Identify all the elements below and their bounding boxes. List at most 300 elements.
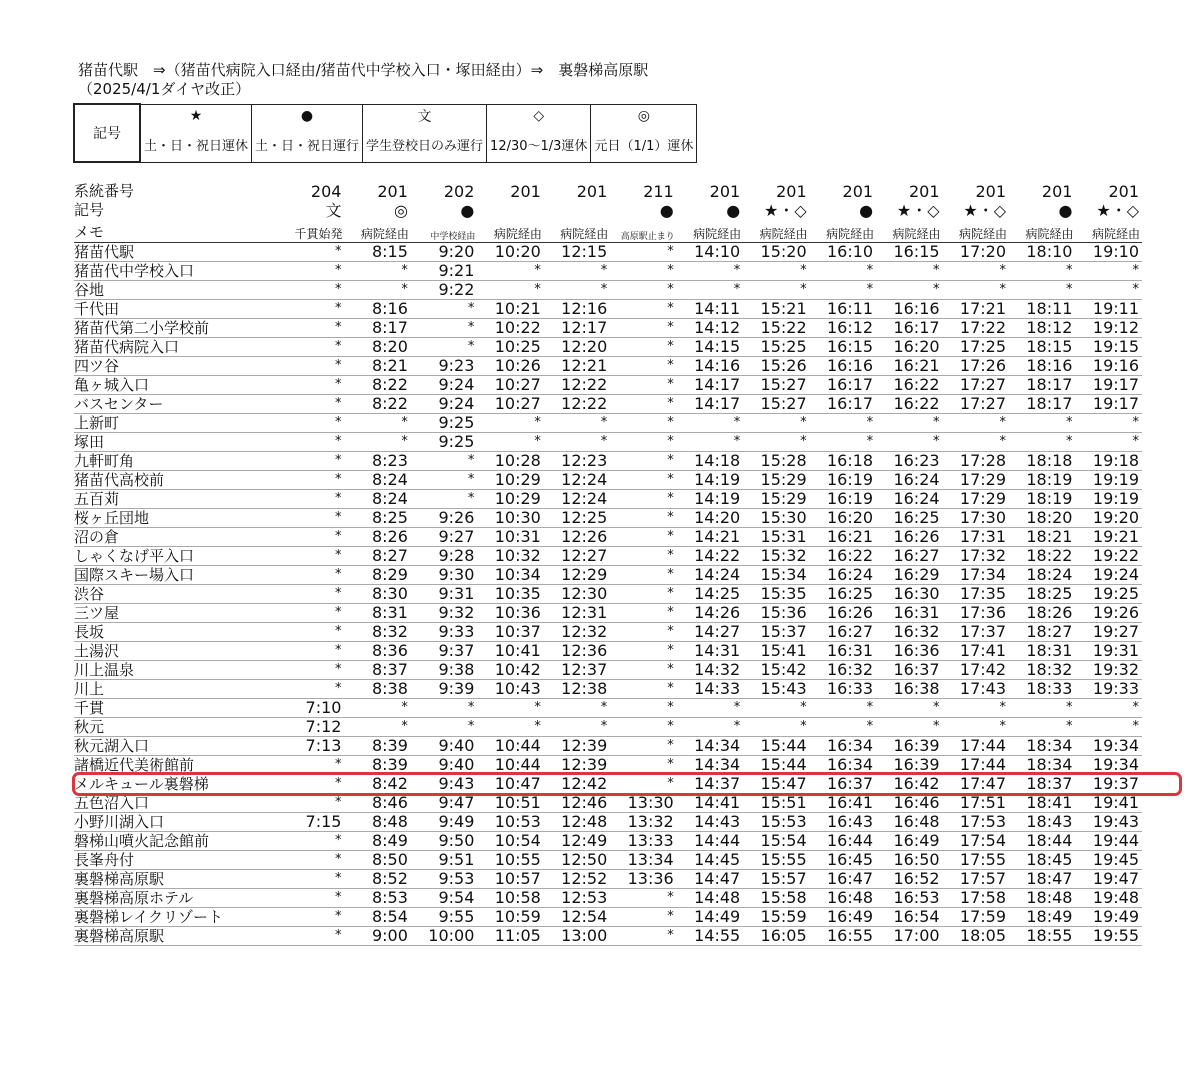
departure-time: 16:16 [876, 300, 942, 319]
departure-time: 10:51 [477, 794, 543, 813]
departure-time: 19:32 [1075, 661, 1142, 680]
departure-time: * [278, 775, 344, 794]
departure-time: 19:43 [1075, 813, 1142, 832]
departure-time: 16:15 [810, 338, 876, 357]
departure-time: * [943, 699, 1009, 718]
departure-time: 17:27 [943, 395, 1009, 414]
departure-time: * [278, 262, 344, 281]
departure-time: 18:25 [1009, 585, 1075, 604]
departure-time: * [411, 490, 477, 509]
departure-time: 16:10 [810, 243, 876, 262]
departure-time: 8:25 [344, 509, 410, 528]
departure-time: 8:22 [344, 376, 410, 395]
departure-time: 19:25 [1075, 585, 1142, 604]
departure-time: 19:16 [1075, 357, 1142, 376]
departure-time: 8:22 [344, 395, 410, 414]
departure-time: * [278, 908, 344, 927]
departure-time: 7:10 [278, 699, 344, 718]
stop-name: 土湯沢 [74, 642, 278, 661]
stop-name: 渋谷 [74, 585, 278, 604]
stop-row [74, 604, 1142, 623]
departure-time: 14:17 [677, 376, 743, 395]
departure-time: 8:54 [344, 908, 410, 927]
memo-row-cell: 病院経由 [1009, 220, 1075, 243]
departure-time: * [278, 680, 344, 699]
departure-time: 17:58 [943, 889, 1009, 908]
departure-time: 19:34 [1075, 737, 1142, 756]
departure-time: * [610, 718, 676, 737]
departure-time: 17:41 [943, 642, 1009, 661]
departure-time: 16:34 [810, 756, 876, 775]
stop-name: 五色沼入口 [74, 794, 278, 813]
departure-time: * [544, 262, 610, 281]
departure-time: * [1009, 699, 1075, 718]
departure-time: 16:21 [876, 357, 942, 376]
departure-time: * [411, 718, 477, 737]
departure-time: 8:50 [344, 851, 410, 870]
route-number-row-cell: 201 [510, 182, 541, 201]
departure-time: * [278, 357, 344, 376]
stop-name: 五百苅 [74, 490, 278, 509]
departure-time: * [610, 737, 676, 756]
memo-row-cell: 病院経由 [544, 220, 610, 243]
departure-time: * [743, 699, 809, 718]
departure-time: 12:54 [544, 908, 610, 927]
departure-time: 8:29 [344, 566, 410, 585]
departure-time: 19:17 [1075, 395, 1142, 414]
stop-name: 猪苗代駅 [74, 243, 278, 262]
departure-time: 19:55 [1075, 927, 1142, 946]
departure-time: 10:53 [477, 813, 543, 832]
departure-time: 9:23 [411, 357, 477, 376]
departure-time: 14:11 [677, 300, 743, 319]
departure-time: 10:54 [477, 832, 543, 851]
departure-time: 16:37 [810, 775, 876, 794]
departure-time: 14:16 [677, 357, 743, 376]
departure-time: 14:33 [677, 680, 743, 699]
stop-row [74, 718, 1142, 737]
stop-row [74, 528, 1142, 547]
departure-time: 19:45 [1075, 851, 1142, 870]
departure-time: * [610, 414, 676, 433]
stop-row [74, 908, 1142, 927]
departure-time: 18:16 [1009, 357, 1075, 376]
departure-time: 15:51 [743, 794, 809, 813]
legend-description: 土・日・祝日運行 [252, 128, 363, 162]
departure-time: 9:47 [411, 794, 477, 813]
departure-time: 18:48 [1009, 889, 1075, 908]
stop-name: 四ツ谷 [74, 357, 278, 376]
departure-time: 14:18 [677, 452, 743, 471]
departure-time: 8:21 [344, 357, 410, 376]
departure-time: 17:43 [943, 680, 1009, 699]
departure-time: 16:41 [810, 794, 876, 813]
departure-time: 15:20 [743, 243, 809, 262]
legend-symbol: 文 [363, 104, 487, 128]
departure-time: 15:47 [743, 775, 809, 794]
departure-time: 16:22 [876, 376, 942, 395]
departure-time: 17:55 [943, 851, 1009, 870]
departure-time: 14:43 [677, 813, 743, 832]
departure-time: * [610, 927, 676, 946]
departure-time: 14:48 [677, 889, 743, 908]
mark-row-cell: ◎ [393, 201, 408, 220]
route-number-row-cell: 201 [1041, 182, 1073, 201]
departure-time: * [411, 452, 477, 471]
departure-time: 19:19 [1075, 490, 1142, 509]
departure-time: 9:39 [411, 680, 477, 699]
stop-row [74, 756, 1142, 775]
departure-time: 19:10 [1075, 243, 1142, 262]
departure-time: 10:27 [477, 376, 543, 395]
departure-time: 18:21 [1009, 528, 1075, 547]
departure-time: 11:05 [477, 927, 543, 946]
departure-time: * [344, 699, 410, 718]
memo-row-cell: 高原駅止まり [610, 220, 676, 243]
departure-time: 14:55 [677, 927, 743, 946]
departure-time: * [411, 300, 477, 319]
departure-time: 18:19 [1009, 471, 1075, 490]
departure-time: * [610, 623, 676, 642]
departure-time: * [610, 490, 676, 509]
memo-row-cell: 病院経由 [344, 220, 410, 243]
stop-row [74, 338, 1142, 357]
departure-time: 16:36 [876, 642, 942, 661]
stop-name: 塚田 [74, 433, 278, 452]
departure-time: 15:32 [743, 547, 809, 566]
departure-time: * [278, 490, 344, 509]
departure-time: * [278, 471, 344, 490]
departure-time: 15:36 [743, 604, 809, 623]
departure-time: 16:20 [810, 509, 876, 528]
departure-time: 14:10 [677, 243, 743, 262]
departure-time: 15:30 [743, 509, 809, 528]
departure-time: * [278, 604, 344, 623]
departure-time: 8:27 [344, 547, 410, 566]
departure-time: 19:12 [1075, 319, 1142, 338]
stop-name: メルキュール裏磐梯 [74, 775, 278, 794]
departure-time: 19:15 [1075, 338, 1142, 357]
departure-time: 9:30 [411, 566, 477, 585]
departure-time: 12:53 [544, 889, 610, 908]
legend-symbol: ● [252, 104, 363, 128]
stop-row [74, 585, 1142, 604]
departure-time: * [810, 414, 876, 433]
stop-row [74, 623, 1142, 642]
departure-time: 17:51 [943, 794, 1009, 813]
stop-name: 長坂 [74, 623, 278, 642]
departure-time: 18:45 [1009, 851, 1075, 870]
departure-time: 14:32 [677, 661, 743, 680]
departure-time: 7:12 [278, 718, 344, 737]
departure-time: 18:22 [1009, 547, 1075, 566]
memo-row-cell: 病院経由 [677, 220, 743, 243]
departure-time: * [278, 376, 344, 395]
departure-time: 16:48 [810, 889, 876, 908]
departure-time: 19:21 [1075, 528, 1142, 547]
departure-time: 16:19 [810, 490, 876, 509]
legend-description: 土・日・祝日運休 [140, 128, 252, 162]
departure-time: * [278, 756, 344, 775]
departure-time: 19:22 [1075, 547, 1142, 566]
departure-time: 8:39 [344, 737, 410, 756]
stop-row [74, 414, 1142, 433]
departure-time: 18:47 [1009, 870, 1075, 889]
departure-time: * [610, 642, 676, 661]
stop-row [74, 832, 1142, 851]
memo-row-cell: 病院経由 [876, 220, 942, 243]
departure-time: * [278, 414, 344, 433]
departure-time: 16:46 [876, 794, 942, 813]
departure-time: 18:17 [1009, 395, 1075, 414]
stop-row [74, 813, 1142, 832]
departure-time: 18:44 [1009, 832, 1075, 851]
departure-time: * [1009, 262, 1075, 281]
mark-row-cell: ● [726, 201, 741, 220]
mark-row-cell: ★・◇ [1096, 201, 1139, 220]
departure-time: 12:21 [544, 357, 610, 376]
departure-time: 8:46 [344, 794, 410, 813]
departure-time: * [1075, 281, 1142, 300]
mark-row-cell: ● [859, 201, 874, 220]
legend-symbol: ◇ [487, 104, 591, 128]
departure-time: * [544, 281, 610, 300]
departure-time: 8:26 [344, 528, 410, 547]
departure-time: 17:44 [943, 737, 1009, 756]
departure-time: 13:33 [610, 832, 676, 851]
memo-row-cell: 千貫始発 [278, 220, 344, 243]
stop-name: 沼の倉 [74, 528, 278, 547]
departure-time: 13:36 [610, 870, 676, 889]
departure-time: 13:30 [610, 794, 676, 813]
departure-time: * [743, 281, 809, 300]
departure-time: 16:26 [810, 604, 876, 623]
departure-time: 7:15 [278, 813, 344, 832]
departure-time: 18:17 [1009, 376, 1075, 395]
departure-time: 14:34 [677, 737, 743, 756]
stop-row [74, 490, 1142, 509]
departure-time: * [477, 262, 543, 281]
departure-time: * [544, 718, 610, 737]
departure-time: * [610, 775, 676, 794]
departure-time: 10:30 [477, 509, 543, 528]
legend-description: 12/30〜1/3運休 [487, 128, 591, 162]
departure-time: * [743, 262, 809, 281]
departure-time: 17:21 [943, 300, 1009, 319]
departure-time: 16:22 [810, 547, 876, 566]
departure-time: 15:26 [743, 357, 809, 376]
departure-time: 17:27 [943, 376, 1009, 395]
stop-name: 小野川湖入口 [74, 813, 278, 832]
departure-time: * [610, 509, 676, 528]
mark-row-cell: ★・◇ [896, 201, 940, 220]
departure-time: * [278, 889, 344, 908]
departure-time: 18:34 [1009, 737, 1075, 756]
departure-time: 8:30 [344, 585, 410, 604]
departure-time: 16:43 [810, 813, 876, 832]
mark-row [74, 201, 1142, 220]
departure-time: 18:41 [1009, 794, 1075, 813]
departure-time: 9:00 [344, 927, 410, 946]
departure-time: * [477, 414, 543, 433]
departure-time: * [610, 452, 676, 471]
departure-time: 15:27 [743, 395, 809, 414]
departure-time: 16:49 [876, 832, 942, 851]
departure-time: 16:25 [876, 509, 942, 528]
departure-time: * [278, 433, 344, 452]
departure-time: 17:22 [943, 319, 1009, 338]
departure-time: 9:53 [411, 870, 477, 889]
departure-time: 10:41 [477, 642, 543, 661]
departure-time: 12:24 [544, 490, 610, 509]
departure-time: 19:20 [1075, 509, 1142, 528]
memo-row-cell: 病院経由 [1075, 220, 1142, 243]
departure-time: 18:26 [1009, 604, 1075, 623]
departure-time: 16:24 [810, 566, 876, 585]
departure-time: 18:11 [1009, 300, 1075, 319]
departure-time: 14:34 [677, 756, 743, 775]
departure-time: 19:26 [1075, 604, 1142, 623]
departure-time: 15:25 [743, 338, 809, 357]
departure-time: * [1075, 414, 1142, 433]
departure-time: 18:10 [1009, 243, 1075, 262]
memo-row-cell: 中学校経由 [411, 220, 477, 243]
departure-time: 17:54 [943, 832, 1009, 851]
departure-time: 8:24 [344, 490, 410, 509]
mark-row-label: 記号 [74, 201, 105, 219]
departure-time: 15:41 [743, 642, 809, 661]
timetable [74, 182, 1142, 946]
stop-row [74, 870, 1142, 889]
departure-time: 10:43 [477, 680, 543, 699]
stop-name: 猪苗代病院入口 [74, 338, 278, 357]
departure-time: * [677, 718, 743, 737]
departure-time: 12:39 [544, 737, 610, 756]
departure-time: 12:50 [544, 851, 610, 870]
departure-time: 18:18 [1009, 452, 1075, 471]
departure-time: 16:45 [810, 851, 876, 870]
stop-name: 国際スキー場入口 [74, 566, 278, 585]
stop-row [74, 699, 1142, 718]
departure-time: 10:22 [477, 319, 543, 338]
departure-time: * [943, 281, 1009, 300]
departure-time: 8:15 [344, 243, 410, 262]
departure-time: * [278, 319, 344, 338]
departure-time: 18:15 [1009, 338, 1075, 357]
stop-row [74, 889, 1142, 908]
memo-row-cell: 病院経由 [477, 220, 543, 243]
route-number-row-cell: 201 [975, 182, 1006, 201]
stop-name: 秋元湖入口 [74, 737, 278, 756]
departure-time: 18:32 [1009, 661, 1075, 680]
departure-time: 14:15 [677, 338, 743, 357]
departure-time: * [477, 718, 543, 737]
departure-time: 12:46 [544, 794, 610, 813]
departure-time: * [876, 414, 942, 433]
departure-time: 16:29 [876, 566, 942, 585]
departure-time: 9:40 [411, 756, 477, 775]
departure-time: * [278, 566, 344, 585]
departure-time: 10:32 [477, 547, 543, 566]
departure-time: * [411, 699, 477, 718]
departure-time: 14:45 [677, 851, 743, 870]
departure-time: 10:55 [477, 851, 543, 870]
departure-time: * [610, 604, 676, 623]
departure-time: 14:47 [677, 870, 743, 889]
departure-time: 17:35 [943, 585, 1009, 604]
legend-symbol: ◎ [591, 104, 697, 128]
departure-time: 19:48 [1075, 889, 1142, 908]
departure-time: 14:19 [677, 471, 743, 490]
departure-time: 12:42 [544, 775, 610, 794]
departure-time: 9:27 [411, 528, 477, 547]
legend-description: 元日（1/1）運休 [591, 128, 697, 162]
stop-row [74, 851, 1142, 870]
departure-time: 12:27 [544, 547, 610, 566]
departure-time: * [544, 433, 610, 452]
departure-time: 16:25 [810, 585, 876, 604]
departure-time: 14:49 [677, 908, 743, 927]
departure-time: 9:25 [411, 433, 477, 452]
departure-time: 19:24 [1075, 566, 1142, 585]
departure-time: 19:37 [1075, 775, 1142, 794]
departure-time: 16:32 [810, 661, 876, 680]
departure-time: * [344, 718, 410, 737]
departure-time: 15:54 [743, 832, 809, 851]
stop-row [74, 642, 1142, 661]
departure-time: 17:00 [876, 927, 942, 946]
departure-time: 18:33 [1009, 680, 1075, 699]
departure-time: * [610, 243, 676, 262]
departure-time: 16:37 [876, 661, 942, 680]
departure-time: * [477, 433, 543, 452]
departure-time: * [810, 281, 876, 300]
departure-time: 17:36 [943, 604, 1009, 623]
departure-time: * [677, 281, 743, 300]
departure-time: 12:30 [544, 585, 610, 604]
legend-symbol: ★ [140, 104, 252, 128]
route-number-row-cell: 201 [1108, 182, 1139, 201]
departure-time: 12:26 [544, 528, 610, 547]
departure-time: 16:22 [876, 395, 942, 414]
departure-time: * [544, 414, 610, 433]
departure-time: 9:50 [411, 832, 477, 851]
departure-time: 16:27 [810, 623, 876, 642]
departure-time: 12:23 [544, 452, 610, 471]
departure-time: 12:52 [544, 870, 610, 889]
departure-time: * [278, 547, 344, 566]
stop-row [74, 395, 1142, 414]
departure-time: * [344, 262, 410, 281]
departure-time: 18:20 [1009, 509, 1075, 528]
departure-time: 10:58 [477, 889, 543, 908]
departure-time: 16:17 [810, 376, 876, 395]
departure-time: 8:31 [344, 604, 410, 623]
departure-time: 15:42 [743, 661, 809, 680]
stop-row [74, 433, 1142, 452]
departure-time: 19:31 [1075, 642, 1142, 661]
departure-time: 18:05 [943, 927, 1009, 946]
departure-time: 10:57 [477, 870, 543, 889]
departure-time: * [610, 528, 676, 547]
departure-time: 10:29 [477, 471, 543, 490]
departure-time: 14:26 [677, 604, 743, 623]
departure-time: 16:38 [876, 680, 942, 699]
departure-time: * [743, 433, 809, 452]
departure-time: * [278, 794, 344, 813]
departure-time: 16:55 [810, 927, 876, 946]
symbol-legend [73, 103, 697, 163]
